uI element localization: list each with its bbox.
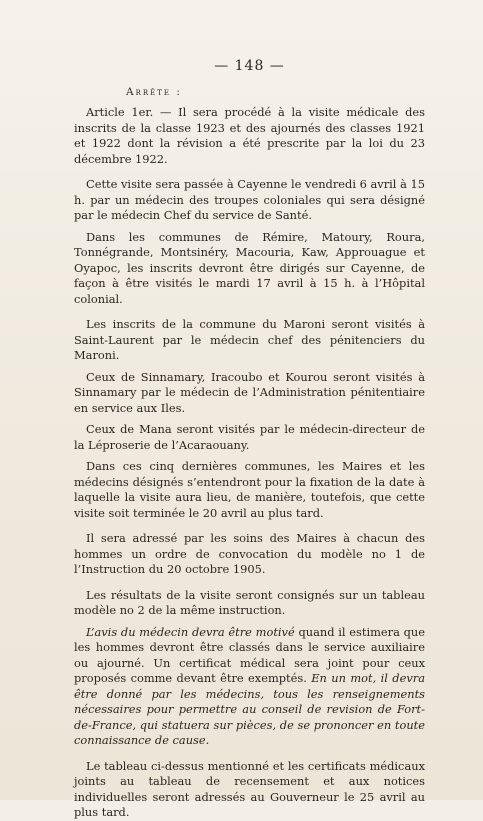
results-paragraph: Les résultats de la visite seront consignés sur un tableau modèle no 2 de la même instruction. — [74, 587, 425, 617]
convocation-paragraph: Il sera adressé par les soins des Maires à chacun des hommes un ordre de convocation du modèle no 1 de l’Instruction du 20 octobre 1905. — [74, 531, 425, 576]
final-paragraph: Le tableau ci-dessus mentionné et les certificats médicaux joints au tableau de recensement et aux notices individuelles seront adressés au Gouverneur le 25 avril au plus tard. — [74, 758, 425, 819]
page-number: — 148 — — [214, 58, 285, 74]
cayenne-visit-paragraph: Cette visite sera passée à Cayenne le vendredi 6 avril à 15 h. par un médecin des troupes coloniales qui sera désigné par le médecin Chef du service de Santé. — [74, 177, 425, 222]
five-communes-paragraph: Dans ces cinq dernières communes, les Maires et les médecins désignés s’entendront pour la fixation de la date à laquelle la visite aura lieu, de manière, toutefois, que cette visite soit terminée le 20 avril au plus tard. — [74, 459, 425, 520]
opinion-italic-start: L’avis du médecin devra être motivé — [86, 624, 295, 639]
sinnamary-paragraph: Ceux de Sinnamary, Iracoubo et Kourou seront visités à Sinnamary par le médecin de l’Administration pénitentiaire en service aux Iles. — [74, 369, 425, 415]
article-1-paragraph: Article 1er. — Il sera procédé à la visite médicale des inscrits de la classe 1923 et des ajournés des classes 1921 et 1922 dont la révision a été prescrite par la loi du 23 décembre 1922. — [74, 105, 425, 166]
opinion-italic-end: En un mot, il devra être donné par les médecins, tous les renseignements nécessaires pour permettre au conseil de revision de Fort-de-France, qui statuera sur pièces, de se prononcer en toute connaissance de cause. — [74, 671, 425, 747]
communes-paragraph: Dans les communes de Rémire, Matoury, Roura, Tonnégrande, Montsinéry, Macouria, Kaw, Approuague et Oyapoc, les inscrits devront être dirigés sur Cayenne, de façon à être visités le mardi 17 avril à 15 h. à l’Hôpital colonial. — [74, 229, 425, 306]
opinion-roman-middle: quand il estimera que les hommes devront être classés dans le service auxiliaire ou ajourné. Un certificat médical sera joint pour ceux proposés comme devant être exemptés. — [74, 624, 425, 685]
medical-opinion-paragraph — [74, 625, 425, 749]
maroni-paragraph: Les inscrits de la commune du Maroni seront visités à Saint-Laurent par le médecin chef des pénitenciers du Maroni. — [74, 317, 425, 362]
decree-heading: Arrête : — [126, 86, 182, 98]
mana-paragraph: Ceux de Mana seront visités par le médecin-directeur de la Léproserie de l’Acaraouany. — [74, 422, 425, 452]
